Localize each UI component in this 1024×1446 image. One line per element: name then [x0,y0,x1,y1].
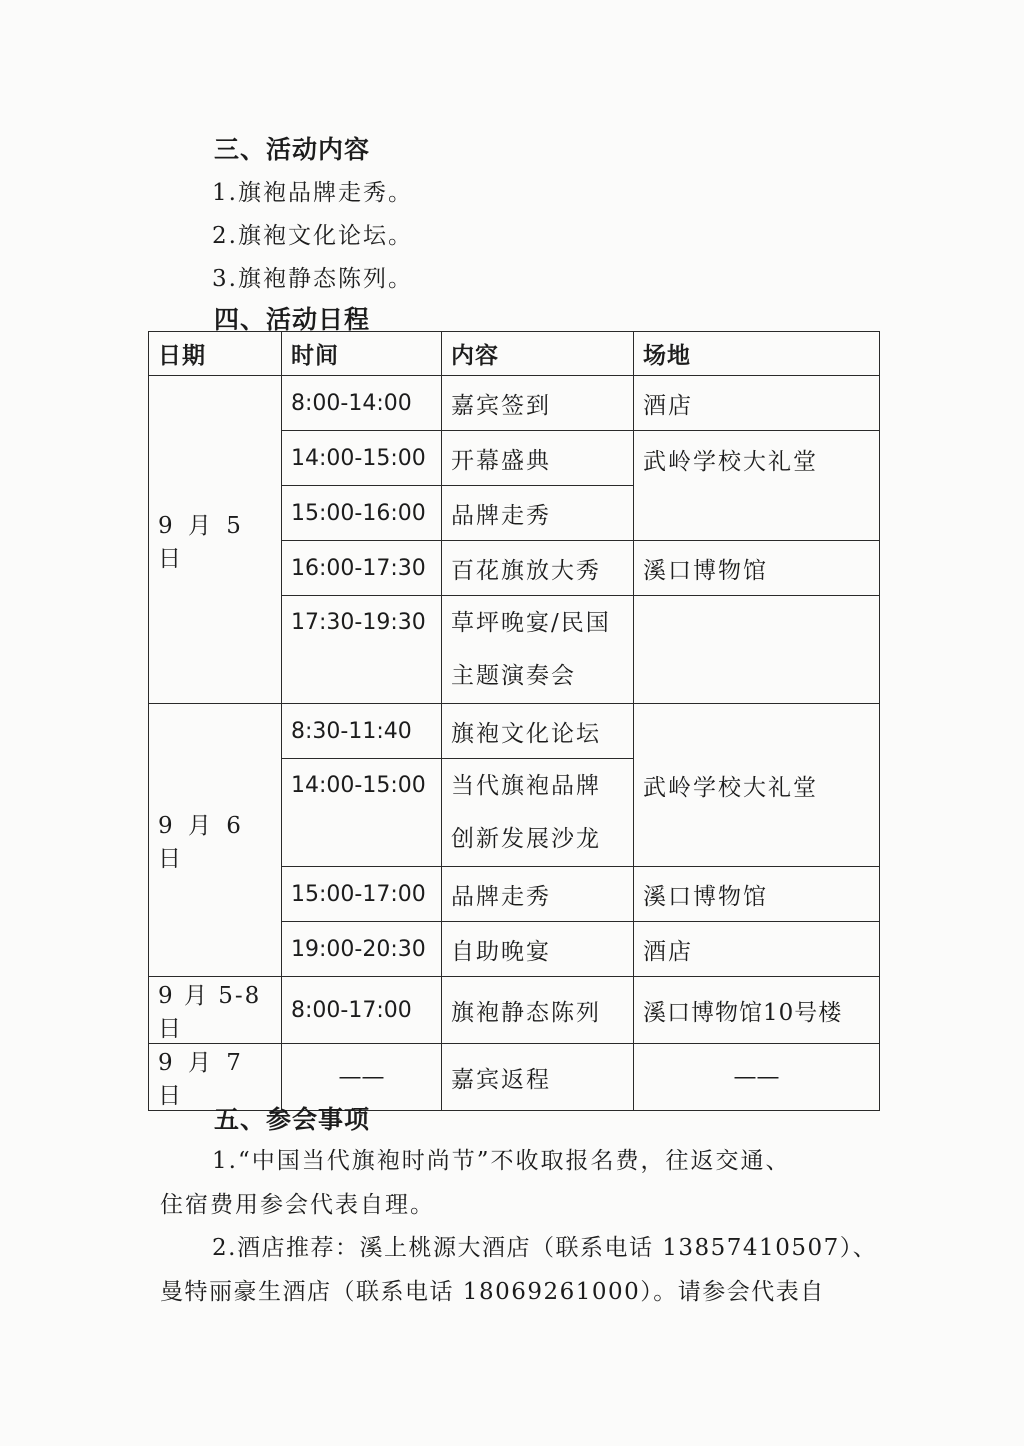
time-cell: 15:00-16:00 [282,486,442,541]
time-cell: 14:00-15:00 [282,431,442,486]
content-cell: 旗袍静态陈列 [442,977,634,1044]
header-content: 内容 [442,332,634,376]
content-cell: 草坪晚宴/民国主题演奏会 [442,596,634,704]
time-cell: —— [282,1044,442,1111]
time-cell: 16:00-17:30 [282,541,442,596]
content-cell: 嘉宾返程 [442,1044,634,1111]
venue-cell: 武岭学校大礼堂 [634,704,880,867]
header-venue: 场地 [634,332,880,376]
header-time: 时间 [282,332,442,376]
time-cell: 8:30-11:40 [282,704,442,759]
section4-title: 四、活动日程 [214,305,371,334]
section3-title: 三、活动内容 [214,135,371,164]
paragraph-2-line-1: 2.酒店推荐：溪上桃源大酒店（联系电话 13857410507）、 [212,1235,878,1261]
venue-cell: 溪口博物馆10号楼 [634,977,880,1044]
paragraph-1-line-2: 住宿费用参会代表自理。 [160,1192,435,1218]
time-cell: 15:00-17:00 [282,867,442,922]
table-row [149,704,880,759]
activity-item-1: 1.旗袍品牌走秀。 [212,180,413,206]
venue-cell: —— [634,1044,880,1111]
date-cell: 9 月 6 日 [149,704,282,977]
venue-cell [634,596,880,704]
section5-title: 五、参会事项 [214,1105,371,1134]
content-cell: 品牌走秀 [442,867,634,922]
venue-cell: 酒店 [634,376,880,431]
time-cell: 14:00-15:00 [282,759,442,867]
venue-cell: 酒店 [634,922,880,977]
content-cell: 品牌走秀 [442,486,634,541]
table-row [149,376,880,431]
content-cell: 嘉宾签到 [442,376,634,431]
activity-item-3: 3.旗袍静态陈列。 [212,266,413,292]
time-cell: 8:00-14:00 [282,376,442,431]
time-cell: 19:00-20:30 [282,922,442,977]
table-header-row [149,332,880,376]
time-cell: 8:00-17:00 [282,977,442,1044]
venue-cell: 溪口博物馆 [634,541,880,596]
header-date: 日期 [149,332,282,376]
content-cell: 当代旗袍品牌创新发展沙龙 [442,759,634,867]
date-cell: 9 月 7 日 [149,1044,282,1111]
table-row [149,977,880,1044]
activity-item-2: 2.旗袍文化论坛。 [212,223,413,249]
date-cell: 9 月 5 日 [149,376,282,704]
time-cell: 17:30-19:30 [282,596,442,704]
content-cell: 百花旗放大秀 [442,541,634,596]
paragraph-2-line-2: 曼特丽豪生酒店（联系电话 18069261000）。请参会代表自 [160,1279,825,1305]
schedule-table [148,331,880,1111]
content-cell: 旗袍文化论坛 [442,704,634,759]
date-cell: 9 月 5-8 日 [149,977,282,1044]
venue-cell: 武岭学校大礼堂 [634,431,880,541]
venue-cell: 溪口博物馆 [634,867,880,922]
paragraph-1-line-1: 1.“中国当代旗袍时尚节”不收取报名费，往返交通、 [212,1148,791,1174]
content-cell: 自助晚宴 [442,922,634,977]
content-cell: 开幕盛典 [442,431,634,486]
